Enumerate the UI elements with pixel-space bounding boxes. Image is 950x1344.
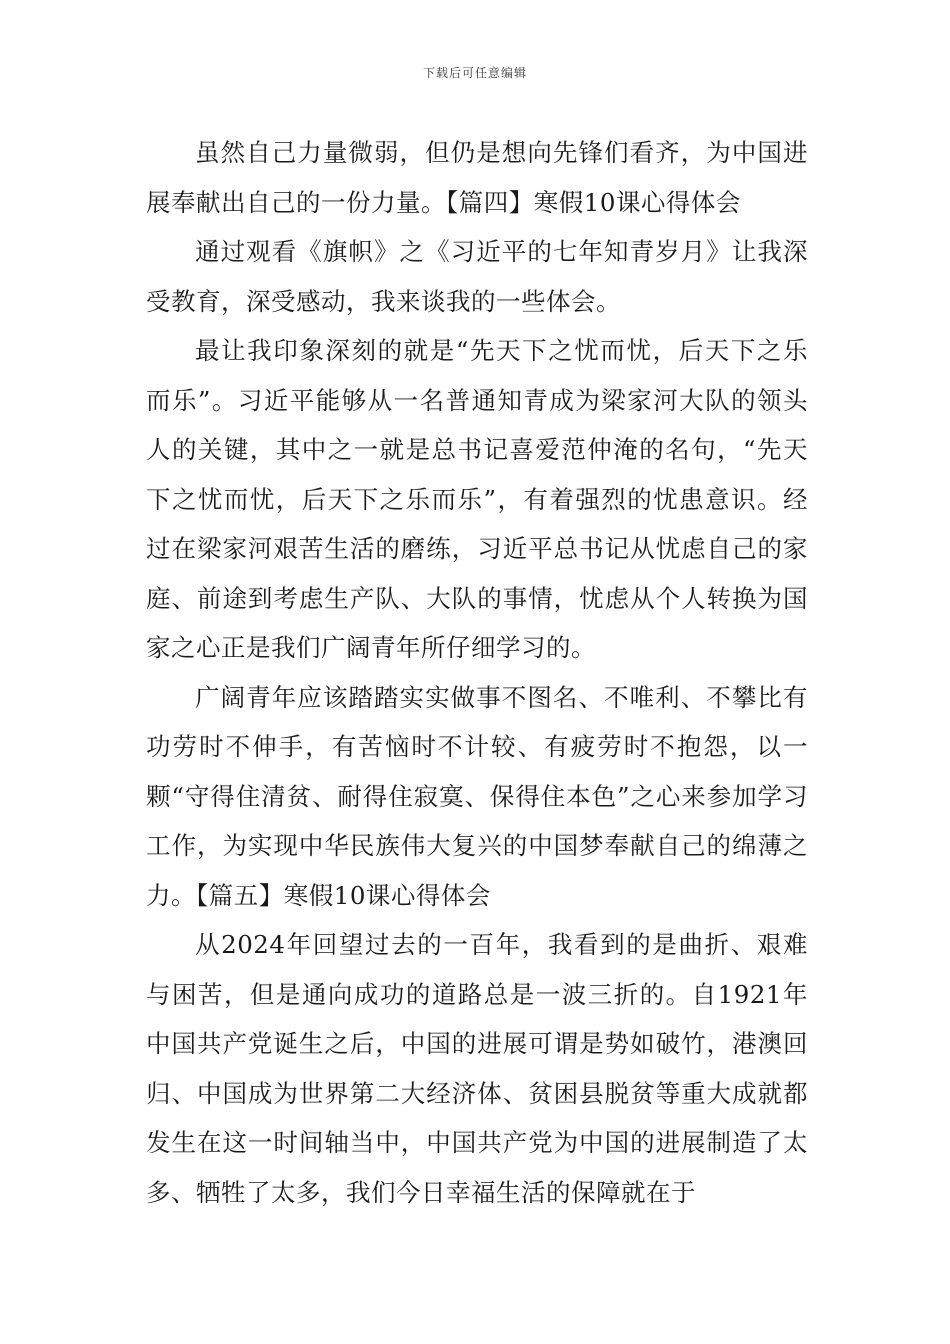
page-header-note: 下载后可任意编辑 — [422, 66, 527, 80]
paragraph-5: 从2024年回望过去的一百年，我看到的是曲折、艰难与困苦，但是通向成功的道路总是一波三折的。自1921年中国共产党诞生之后，中国的进展可谓是势如破竹，港澳回归、中国成为世界第二大经济体、贫困县脱贫等重大成就都发生在这一时间轴当中，中国共产党为中国的进展制造了太多、牺牲了太多，我们今日幸福生活的保障就在于 — [146, 930, 808, 1207]
document-body — [146, 128, 808, 1217]
paragraph-3: 最让我印象深刻的就是“先天下之忧而忧，后天下之乐而乐”。习近平能够从一名普通知青成为梁家河大队的领头人的关键，其中之一就是总书记喜爱范仲淹的名句，“先天下之忧而忧，后天下之乐而乐”，有着强烈的忧患意识。经过在梁家河艰苦生活的磨练，习近平总书记从忧虑自己的家庭、前途到考虑生产队、大队的事情，忧虑从个人转换为国家之心正是我们广阔青年所仔细学习的。 — [146, 336, 808, 662]
paragraph-2: 通过观看《旗帜》之《习近平的七年知青岁月》让我深受教育，深受感动，我来谈我的一些体会。 — [146, 237, 808, 316]
paragraph-4: 广阔青年应该踏踏实实做事不图名、不唯利、不攀比有功劳时不伸手，有苦恼时不计较、有疲劳时不抱怨，以一颗“守得住清贫、耐得住寂寞、保得住本色”之心来参加学习工作，为实现中华民族伟大复兴的中国梦奉献自己的绵薄之力。【篇五】寒假10课心得体会 — [146, 682, 808, 910]
paragraph-1: 虽然自己力量微弱，但仍是想向先锋们看齐，为中国进展奉献出自己的一份力量。【篇四】寒假10课心得体会 — [146, 138, 808, 217]
